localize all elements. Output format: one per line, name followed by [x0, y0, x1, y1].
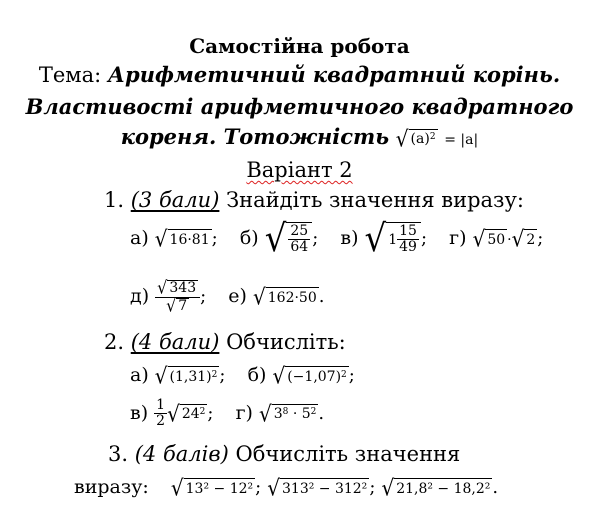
task2-g-expr: 3 [273, 406, 283, 423]
task2-text: Обчисліть: [226, 330, 346, 354]
task1-b-label: б) [239, 227, 259, 249]
topic-text-1: Арифметичний квадратний корінь. [107, 62, 561, 87]
identity-rhs: = |a| [444, 132, 479, 148]
identity-radical: √ (a) $^2$ [395, 125, 436, 152]
task1-g-radical-2: √ 2 [511, 225, 536, 253]
task2-v-label: в) [130, 401, 149, 424]
task3-radical-3: √ 21,8² − 18,2² [381, 474, 491, 502]
task2-g-radical: √ 3 $^8$ · 5 $^2$ [258, 400, 317, 428]
task2-v-fraction [154, 398, 167, 430]
task1-b-den: 64 [290, 239, 309, 255]
task1-row-2: д) √ 343 √ 7 ; е) √ 162·50 . [130, 276, 325, 316]
task2-b-expr: (−1,07) [287, 368, 342, 385]
task1-d-fraction: √ 343 √ 7 [155, 280, 200, 314]
identity-expr: (a) [410, 131, 430, 147]
topic-text-3: кореня. Тотожність [120, 124, 390, 149]
task2-g-expr-b: · 5 [292, 406, 311, 423]
topic-label: Тема: [38, 63, 102, 87]
worksheet-title [0, 34, 599, 58]
variant-text: Варіант 2 [246, 158, 353, 182]
task1-g-radical-1: √ 50 [472, 225, 506, 253]
task1-v-label: в) [340, 227, 359, 249]
task2-g-label: г) [235, 401, 253, 424]
task1-e-expr: 162·50 [266, 287, 319, 307]
task3-expr-3: 21,8² − 18,2² [394, 478, 492, 498]
task3-text-2: виразу: [74, 476, 149, 498]
task2-v-expr: 24 [181, 406, 200, 423]
task1-e-radical: √ 162·50 [253, 283, 317, 311]
task1-text: Знайдіть значення виразу: [226, 188, 524, 212]
task2-a-expr: (1,31) [169, 368, 212, 385]
task3-radical-1: √ 13² − 12² [170, 474, 254, 502]
task1-points: (3 бали) [130, 188, 220, 212]
task3-radical-2: √ 313² − 312² [267, 474, 368, 502]
task2-row-2: в) $\frac{1}{2}$ √ 24 $^2$ ; г) √ 3 $^8$ · 5 $^2$ . [130, 397, 325, 430]
title-text: Самостійна робота [189, 34, 410, 58]
task3-expr-2: 313² − 312² [280, 478, 369, 498]
task1-d-num: 343 [169, 280, 197, 296]
task2-a-label: а) [130, 364, 149, 386]
task1-g-label: г) [449, 227, 467, 249]
task1-g-expr-1: 50 [485, 229, 507, 249]
task1-a-label: а) [130, 227, 149, 249]
task1-v-den: 49 [399, 239, 417, 255]
task3-expr-1: 13² − 12² [184, 478, 255, 498]
task3-number: 3. [108, 442, 129, 466]
task1-number: 1. [104, 188, 125, 212]
task3-row: виразу: √ 13² − 12² ; √ 313² − 312² ; √ 21,8² − 18,2² . [74, 474, 499, 502]
task2-b-radical: √ (−1,07) $^2$ [272, 362, 347, 390]
topic-line-3 [0, 124, 599, 152]
task1-b-num: 25 [290, 222, 309, 239]
task2-row-1: а) √ (1,31) $^2$ ; б) √ (−1,07) $^2$ ; [130, 362, 355, 390]
task1-b-radical: √ $\frac{25}{64}$ [265, 222, 313, 256]
task2-a-radical: √ (1,31) $^2$ [154, 362, 218, 390]
task2-v-num: 1 [156, 397, 166, 413]
topic-line-2 [0, 94, 599, 119]
task1-e-label: е) [228, 285, 247, 308]
task1-d-label: д) [130, 285, 150, 308]
task2-v-den: 2 [156, 413, 166, 430]
task2-heading [104, 330, 346, 354]
task1-a-radical: √ 16·81 [154, 225, 210, 253]
task3-heading [108, 442, 460, 466]
topic-line-1 [0, 62, 599, 87]
topic-text-2: Властивості арифметичного квадратного [25, 94, 574, 119]
task2-points: (4 бали) [130, 330, 220, 354]
task1-v-radical: √ 1 $\frac{15}{49}$ [365, 222, 421, 256]
task1-heading [104, 188, 524, 212]
task1-a-expr: 16·81 [168, 229, 212, 249]
task2-v-radical: √ 24 $^2$ [167, 400, 206, 428]
task1-v-whole: 1 [388, 231, 398, 248]
task1-v-num: 15 [399, 222, 417, 239]
variant-heading [0, 158, 599, 182]
task1-row-1: а) √ 16·81 ; б) √ $\frac{25}{64}$ ; в) √ 1 $\frac{15}{49}$ ; г) √ 50 · √ 2 ; [130, 217, 544, 261]
task2-number: 2. [104, 330, 125, 354]
task2-b-label: б) [247, 364, 267, 386]
task3-text: Обчисліть значення [235, 442, 461, 466]
task1-g-expr-2: 2 [524, 229, 537, 249]
task3-points: (4 балів) [134, 442, 229, 466]
task1-d-den: 7 [178, 297, 188, 314]
